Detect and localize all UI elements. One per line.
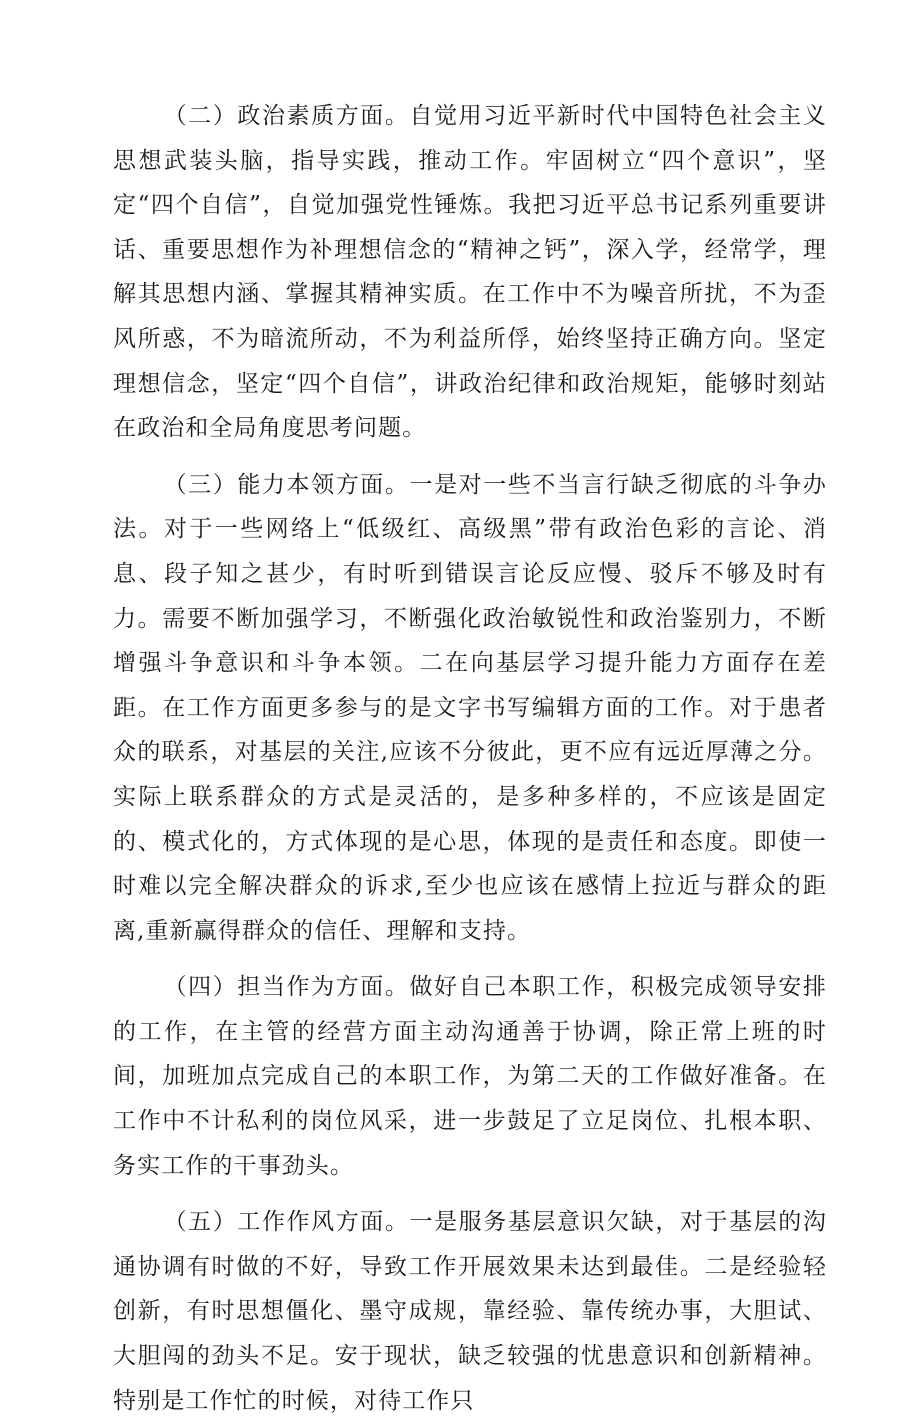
paragraph-work-style: （五）工作作风方面。一是服务基层意识欠缺，对于基层的沟通协调有时做的不好，导致工作开展效果未达到最佳。二是经验轻创新，有时思想僵化、墨守成规，靠经验、靠传统办事，大胆试、大胆闯的劲头不足。安于现状，缺乏较强的忧患意识和创新精神。特别是工作忙的时候，对待工作只 <box>113 1209 827 1414</box>
paragraph-political-quality: （二）政治素质方面。自觉用习近平新时代中国特色社会主义思想武装头脑，指导实践，推动工作。牢固树立“四个意识”，坚定“四个自信”，自觉加强党性锤炼。我把习近平总书记系列重要讲话、重要思想作为补理想信念的“精神之钙”，深入学，经常学，理解其思想内涵、掌握其精神实质。在工作中不为噪音所扰，不为歪风所惑，不为暗流所动，不为利益所俘，始终坚持正确方向。坚定理想信念，坚定“四个自信”，讲政治纪律和政治规矩，能够时刻站在政治和全局角度思考问题。 <box>113 103 827 442</box>
document-body <box>113 94 827 1423</box>
paragraph-ability: （三）能力本领方面。一是对一些不当言行缺乏彻底的斗争办法。对于一些网络上“低级红、高级黑”带有政治色彩的言论、消息、段子知之甚少，有时听到错误言论反应慢、驳斥不够及时有力。需要不断加强学习，不断强化政治敏锐性和政治鉴别力，不断增强斗争意识和斗争本领。二在向基层学习提升能力方面存在差距。在工作方面更多参与的是文字书写编辑方面的工作。对于患者众的联系，对基层的关注,应该不分彼此，更不应有远近厚薄之分。实际上联系群众的方式是灵活的，是多种多样的，不应该是固定的、模式化的，方式体现的是心思，体现的是责任和态度。即使一时难以完全解决群众的诉求,至少也应该在感情上拉近与群众的距离,重新赢得群众的信任、理解和支持。 <box>113 471 827 944</box>
paragraph-responsibility: （四）担当作为方面。做好自己本职工作，积极完成领导安排的工作，在主管的经营方面主动沟通善于协调，除正常上班的时间，加班加点完成自己的本职工作，为第二天的工作做好准备。在工作中不计私利的岗位风采，进一步鼓足了立足岗位、扎根本职、务实工作的干事劲头。 <box>113 974 827 1179</box>
